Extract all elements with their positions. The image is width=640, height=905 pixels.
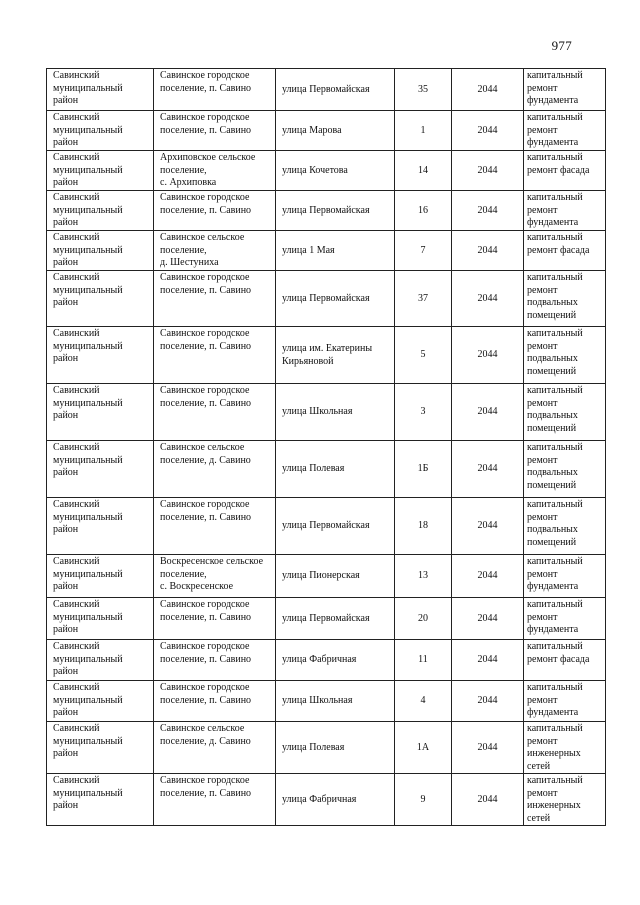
district-cell	[47, 681, 154, 722]
house-number-cell	[395, 681, 452, 722]
house-number-cell	[395, 384, 452, 441]
settlement-cell	[154, 384, 276, 441]
table-row	[47, 69, 606, 111]
work-type-cell-text: капитальный ремонт фасада	[527, 232, 590, 256]
house-number-cell-text: 5	[420, 349, 426, 361]
repair-year-cell	[452, 327, 524, 384]
street-cell	[276, 774, 395, 826]
work-type-cell	[524, 681, 606, 722]
street-cell	[276, 111, 395, 151]
repair-year-cell-text: 2044	[477, 463, 498, 475]
settlement-cell	[154, 640, 276, 681]
repair-year-cell	[452, 231, 524, 271]
house-number-cell-text: 1	[420, 124, 426, 136]
house-number-cell-text: 13	[418, 570, 428, 582]
table-row	[47, 722, 606, 774]
repair-year-cell-text: 2044	[477, 204, 498, 216]
house-number-cell	[395, 69, 452, 111]
repair-year-cell	[452, 681, 524, 722]
street-cell-text: улица Школьная	[282, 406, 353, 418]
settlement-cell	[154, 441, 276, 498]
settlement-cell	[154, 151, 276, 191]
table-row	[47, 111, 606, 151]
house-number-cell	[395, 327, 452, 384]
work-type-cell-text: капитальный ремонт подвальных помещений	[527, 272, 583, 321]
repair-year-cell-text: 2044	[477, 124, 498, 136]
work-type-cell	[524, 271, 606, 327]
district-cell	[47, 722, 154, 774]
district-cell-text: Савинский муниципальный район	[53, 70, 123, 106]
street-cell-text: улица Фабричная	[282, 793, 357, 805]
district-cell-text: Савинский муниципальный район	[53, 641, 123, 677]
work-type-cell-text: капитальный ремонт инженерных сетей	[527, 775, 583, 824]
settlement-cell	[154, 681, 276, 722]
district-cell-text: Савинский муниципальный район	[53, 723, 123, 759]
repair-year-cell-text: 2044	[477, 292, 498, 304]
house-number-cell-text: 7	[420, 244, 426, 256]
repair-year-cell	[452, 111, 524, 151]
table-row	[47, 191, 606, 231]
house-number-cell-text: 16	[418, 204, 428, 216]
repair-year-cell-text: 2044	[477, 612, 498, 624]
house-number-cell	[395, 441, 452, 498]
house-number-cell-text: 3	[420, 406, 426, 418]
repair-year-cell	[452, 151, 524, 191]
work-type-cell	[524, 231, 606, 271]
settlement-cell-text: Савинское городское поселение, п. Савино	[160, 599, 252, 623]
street-cell	[276, 555, 395, 598]
repair-year-cell-text: 2044	[477, 741, 498, 753]
repair-year-cell-text: 2044	[477, 654, 498, 666]
table-row	[47, 640, 606, 681]
repair-year-cell	[452, 271, 524, 327]
work-type-cell	[524, 151, 606, 191]
street-cell-text: улица Пионерская	[282, 570, 360, 582]
settlement-cell-text: Савинское городское поселение, п. Савино	[160, 682, 252, 706]
table-row	[47, 151, 606, 191]
street-cell-text: улица Первомайская	[282, 612, 370, 624]
district-cell	[47, 384, 154, 441]
settlement-cell-text: Савинское сельское поселение, д. Савино	[160, 723, 251, 747]
settlement-cell-text: Савинское городское поселение, п. Савино	[160, 328, 252, 352]
street-cell	[276, 441, 395, 498]
settlement-cell-text: Савинское городское поселение, п. Савино	[160, 192, 252, 216]
table-row	[47, 498, 606, 555]
street-cell-text: улица Первомайская	[282, 204, 370, 216]
table-row	[47, 231, 606, 271]
settlement-cell-text: Савинское городское поселение, п. Савино	[160, 385, 252, 409]
work-type-cell-text: капитальный ремонт фундамента	[527, 682, 583, 718]
work-type-cell-text: капитальный ремонт фундамента	[527, 556, 583, 592]
district-cell-text: Савинский муниципальный район	[53, 556, 123, 592]
street-cell	[276, 498, 395, 555]
table-row	[47, 384, 606, 441]
settlement-cell-text: Савинское городское поселение, п. Савино	[160, 70, 252, 94]
district-cell-text: Савинский муниципальный район	[53, 152, 123, 188]
repair-year-cell-text: 2044	[477, 570, 498, 582]
district-cell-text: Савинский муниципальный район	[53, 385, 123, 421]
table-row	[47, 598, 606, 640]
street-cell	[276, 191, 395, 231]
district-cell-text: Савинский муниципальный район	[53, 442, 123, 478]
house-number-cell	[395, 555, 452, 598]
work-type-cell-text: капитальный ремонт фундамента	[527, 599, 583, 635]
work-type-cell	[524, 191, 606, 231]
house-number-cell-text: 20	[418, 612, 428, 624]
repair-year-cell	[452, 191, 524, 231]
repair-year-cell-text: 2044	[477, 520, 498, 532]
settlement-cell-text: Савинское городское поселение, п. Савино	[160, 112, 252, 136]
district-cell	[47, 774, 154, 826]
house-number-cell	[395, 231, 452, 271]
street-cell	[276, 681, 395, 722]
district-cell	[47, 640, 154, 681]
district-cell	[47, 498, 154, 555]
table-row	[47, 271, 606, 327]
house-number-cell	[395, 498, 452, 555]
street-cell-text: улица 1 Мая	[282, 244, 335, 256]
district-cell	[47, 441, 154, 498]
settlement-cell	[154, 69, 276, 111]
work-type-cell-text: капитальный ремонт фундамента	[527, 112, 583, 148]
settlement-cell	[154, 498, 276, 555]
table-row	[47, 327, 606, 384]
table-row	[47, 774, 606, 826]
table-row	[47, 681, 606, 722]
street-cell-text: улица им. Екатерины Кирьяновой	[282, 343, 373, 367]
district-cell	[47, 69, 154, 111]
house-number-cell	[395, 151, 452, 191]
work-type-cell	[524, 598, 606, 640]
district-cell	[47, 327, 154, 384]
house-number-cell-text: 4	[420, 695, 426, 707]
house-number-cell	[395, 191, 452, 231]
street-cell-text: улица Полевая	[282, 463, 345, 475]
house-number-cell-text: 11	[418, 654, 428, 666]
work-type-cell	[524, 384, 606, 441]
work-type-cell-text: капитальный ремонт подвальных помещений	[527, 442, 583, 491]
work-type-cell-text: капитальный ремонт фундамента	[527, 192, 583, 228]
district-cell-text: Савинский муниципальный район	[53, 272, 123, 308]
street-cell-text: улица Кочетова	[282, 164, 348, 176]
district-cell-text: Савинский муниципальный район	[53, 192, 123, 228]
table-row	[47, 555, 606, 598]
district-cell	[47, 151, 154, 191]
table-row	[47, 441, 606, 498]
repair-year-cell	[452, 384, 524, 441]
work-type-cell	[524, 774, 606, 826]
settlement-cell	[154, 271, 276, 327]
repair-year-cell	[452, 774, 524, 826]
work-type-cell	[524, 555, 606, 598]
repair-year-cell-text: 2044	[477, 83, 498, 95]
work-type-cell-text: капитальный ремонт подвальных помещений	[527, 499, 583, 548]
street-cell	[276, 151, 395, 191]
settlement-cell	[154, 231, 276, 271]
house-number-cell	[395, 640, 452, 681]
work-type-cell-text: капитальный ремонт инженерных сетей	[527, 723, 583, 772]
house-number-cell-text: 14	[418, 164, 428, 176]
district-cell-text: Савинский муниципальный район	[53, 112, 123, 148]
settlement-cell	[154, 598, 276, 640]
repair-year-cell-text: 2044	[477, 164, 498, 176]
housing-repair-table	[46, 68, 606, 826]
street-cell	[276, 327, 395, 384]
street-cell	[276, 384, 395, 441]
street-cell-text: улица Школьная	[282, 695, 353, 707]
street-cell-text: улица Первомайская	[282, 292, 370, 304]
district-cell	[47, 598, 154, 640]
district-cell-text: Савинский муниципальный район	[53, 682, 123, 718]
street-cell	[276, 69, 395, 111]
house-number-cell-text: 1Б	[417, 463, 429, 475]
district-cell-text: Савинский муниципальный район	[53, 599, 123, 635]
settlement-cell	[154, 722, 276, 774]
settlement-cell	[154, 555, 276, 598]
district-cell	[47, 111, 154, 151]
work-type-cell	[524, 327, 606, 384]
work-type-cell	[524, 69, 606, 111]
district-cell	[47, 271, 154, 327]
house-number-cell-text: 35	[418, 83, 428, 95]
district-cell	[47, 191, 154, 231]
work-type-cell	[524, 640, 606, 681]
street-cell	[276, 598, 395, 640]
settlement-cell	[154, 774, 276, 826]
settlement-cell	[154, 191, 276, 231]
repair-year-cell-text: 2044	[477, 793, 498, 805]
street-cell	[276, 722, 395, 774]
work-type-cell-text: капитальный ремонт фундамента	[527, 70, 583, 106]
work-type-cell	[524, 722, 606, 774]
repair-year-cell	[452, 722, 524, 774]
street-cell-text: улица Фабричная	[282, 654, 357, 666]
house-number-cell-text: 18	[418, 520, 428, 532]
house-number-cell	[395, 774, 452, 826]
work-type-cell	[524, 441, 606, 498]
house-number-cell	[395, 271, 452, 327]
settlement-cell-text: Савинское городское поселение, п. Савино	[160, 641, 252, 665]
repair-year-cell-text: 2044	[477, 244, 498, 256]
district-cell	[47, 555, 154, 598]
repair-year-cell	[452, 498, 524, 555]
work-type-cell-text: капитальный ремонт подвальных помещений	[527, 328, 583, 377]
repair-year-cell	[452, 598, 524, 640]
work-type-cell-text: капитальный ремонт фасада	[527, 641, 590, 665]
district-cell-text: Савинский муниципальный район	[53, 232, 123, 268]
repair-year-cell	[452, 69, 524, 111]
work-type-cell	[524, 498, 606, 555]
work-type-cell-text: капитальный ремонт подвальных помещений	[527, 385, 583, 434]
settlement-cell-text: Савинское городское поселение, п. Савино	[160, 499, 252, 523]
repair-year-cell	[452, 441, 524, 498]
district-cell-text: Савинский муниципальный район	[53, 499, 123, 535]
repair-year-cell	[452, 555, 524, 598]
repair-year-cell-text: 2044	[477, 695, 498, 707]
district-cell-text: Савинский муниципальный район	[53, 328, 123, 364]
street-cell	[276, 231, 395, 271]
table-body	[47, 69, 606, 826]
street-cell-text: улица Первомайская	[282, 520, 370, 532]
house-number-cell	[395, 722, 452, 774]
settlement-cell	[154, 111, 276, 151]
settlement-cell-text: Савинское городское поселение, п. Савино	[160, 272, 252, 296]
street-cell	[276, 271, 395, 327]
work-type-cell	[524, 111, 606, 151]
street-cell-text: улица Полевая	[282, 741, 345, 753]
repair-year-cell	[452, 640, 524, 681]
street-cell-text: улица Первомайская	[282, 83, 370, 95]
settlement-cell-text: Савинское сельское поселение, д. Шестуниха	[160, 232, 245, 268]
house-number-cell-text: 1А	[416, 741, 430, 753]
house-number-cell-text: 9	[420, 793, 426, 805]
street-cell-text: улица Марова	[282, 124, 342, 136]
house-number-cell	[395, 111, 452, 151]
settlement-cell-text: Архиповское сельское поселение, с. Архиповка	[160, 152, 256, 188]
settlement-cell-text: Воскресенское сельское поселение, с. Воскресенское	[160, 556, 264, 592]
work-type-cell-text: капитальный ремонт фасада	[527, 152, 590, 176]
district-cell-text: Савинский муниципальный район	[53, 775, 123, 811]
settlement-cell-text: Савинское сельское поселение, д. Савино	[160, 442, 251, 466]
house-number-cell-text: 37	[418, 292, 428, 304]
repair-year-cell-text: 2044	[477, 349, 498, 361]
house-number-cell	[395, 598, 452, 640]
district-cell	[47, 231, 154, 271]
street-cell	[276, 640, 395, 681]
settlement-cell-text: Савинское городское поселение, п. Савино	[160, 775, 252, 799]
settlement-cell	[154, 327, 276, 384]
page-number: 977	[551, 38, 572, 53]
repair-year-cell-text: 2044	[477, 406, 498, 418]
